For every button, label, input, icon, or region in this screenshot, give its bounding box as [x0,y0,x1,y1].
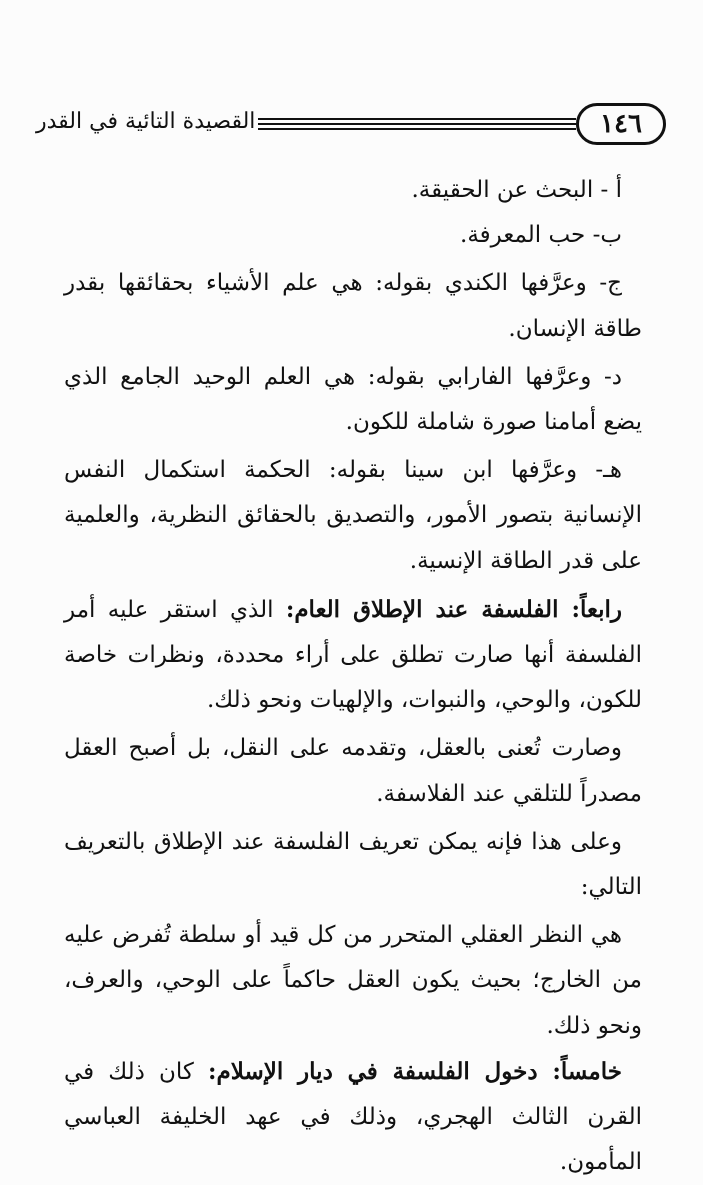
header-rule [258,118,576,130]
running-title: القصيدة التائية في القدر [36,109,256,134]
paragraph-d: د- وعرَّفها الفارابي بقوله: هي العلم الوحيد الجامع الذي يضع أمامنا صورة شاملة للكون. [64,363,642,436]
section-fifth-text: كان ذلك في القرن الثالث الهجري، وذلك في عهد الخليفة العباسي المأمون. [64,1058,642,1176]
page-header [36,103,666,149]
paragraph-e: هـ- وعرَّفها ابن سينا بقوله: الحكمة استكمال النفس الإنسانية بتصور الأمور، والتصديق بالحقائق النظرية، والعلمية على قدر الطاقة الإنسية. [64,457,642,574]
paragraph-definition: هي النظر العقلي المتحرر من كل قيد أو سلطة تُفرض عليه من الخارج؛ بحيث يكون العقل حاكماً على الوحي، والعرف، ونحو ذلك. [64,922,642,1039]
paragraph-b: ب- حب المعرفة. [460,222,622,249]
page-body [64,168,642,1185]
paragraph-definition-intro: وعلى هذا فإنه يمكن تعريف الفلسفة عند الإطلاق بالتعريف التالي: [64,828,642,901]
paragraph-c: ج- وعرَّفها الكندي بقوله: هي علم الأشياء بحقائقها بقدر طاقة الإنسان. [64,270,642,342]
section-fourth [64,587,642,724]
paragraph-reason: وصارت تُعنى بالعقل، وتقدمه على النقل، بل أصبح العقل مصدراً للتلقي عند الفلاسفة. [64,735,642,807]
section-fifth [64,1049,642,1185]
section-fourth-text: الذي استقر عليه أمر الفلسفة أنها صارت تطلق على أراء محددة، ونظرات خاصة للكون، والوحي، والنبوات، والإلهيات ونحو ذلك. [64,596,642,714]
section-fifth-heading: خامساً: دخول الفلسفة في ديار الإسلام: [208,1057,622,1085]
page-number: ١٤٦ [576,103,666,145]
section-fourth-heading: رابعاً: الفلسفة عند الإطلاق العام: [285,595,622,623]
paragraph-a: أ - البحث عن الحقيقة. [411,177,622,203]
